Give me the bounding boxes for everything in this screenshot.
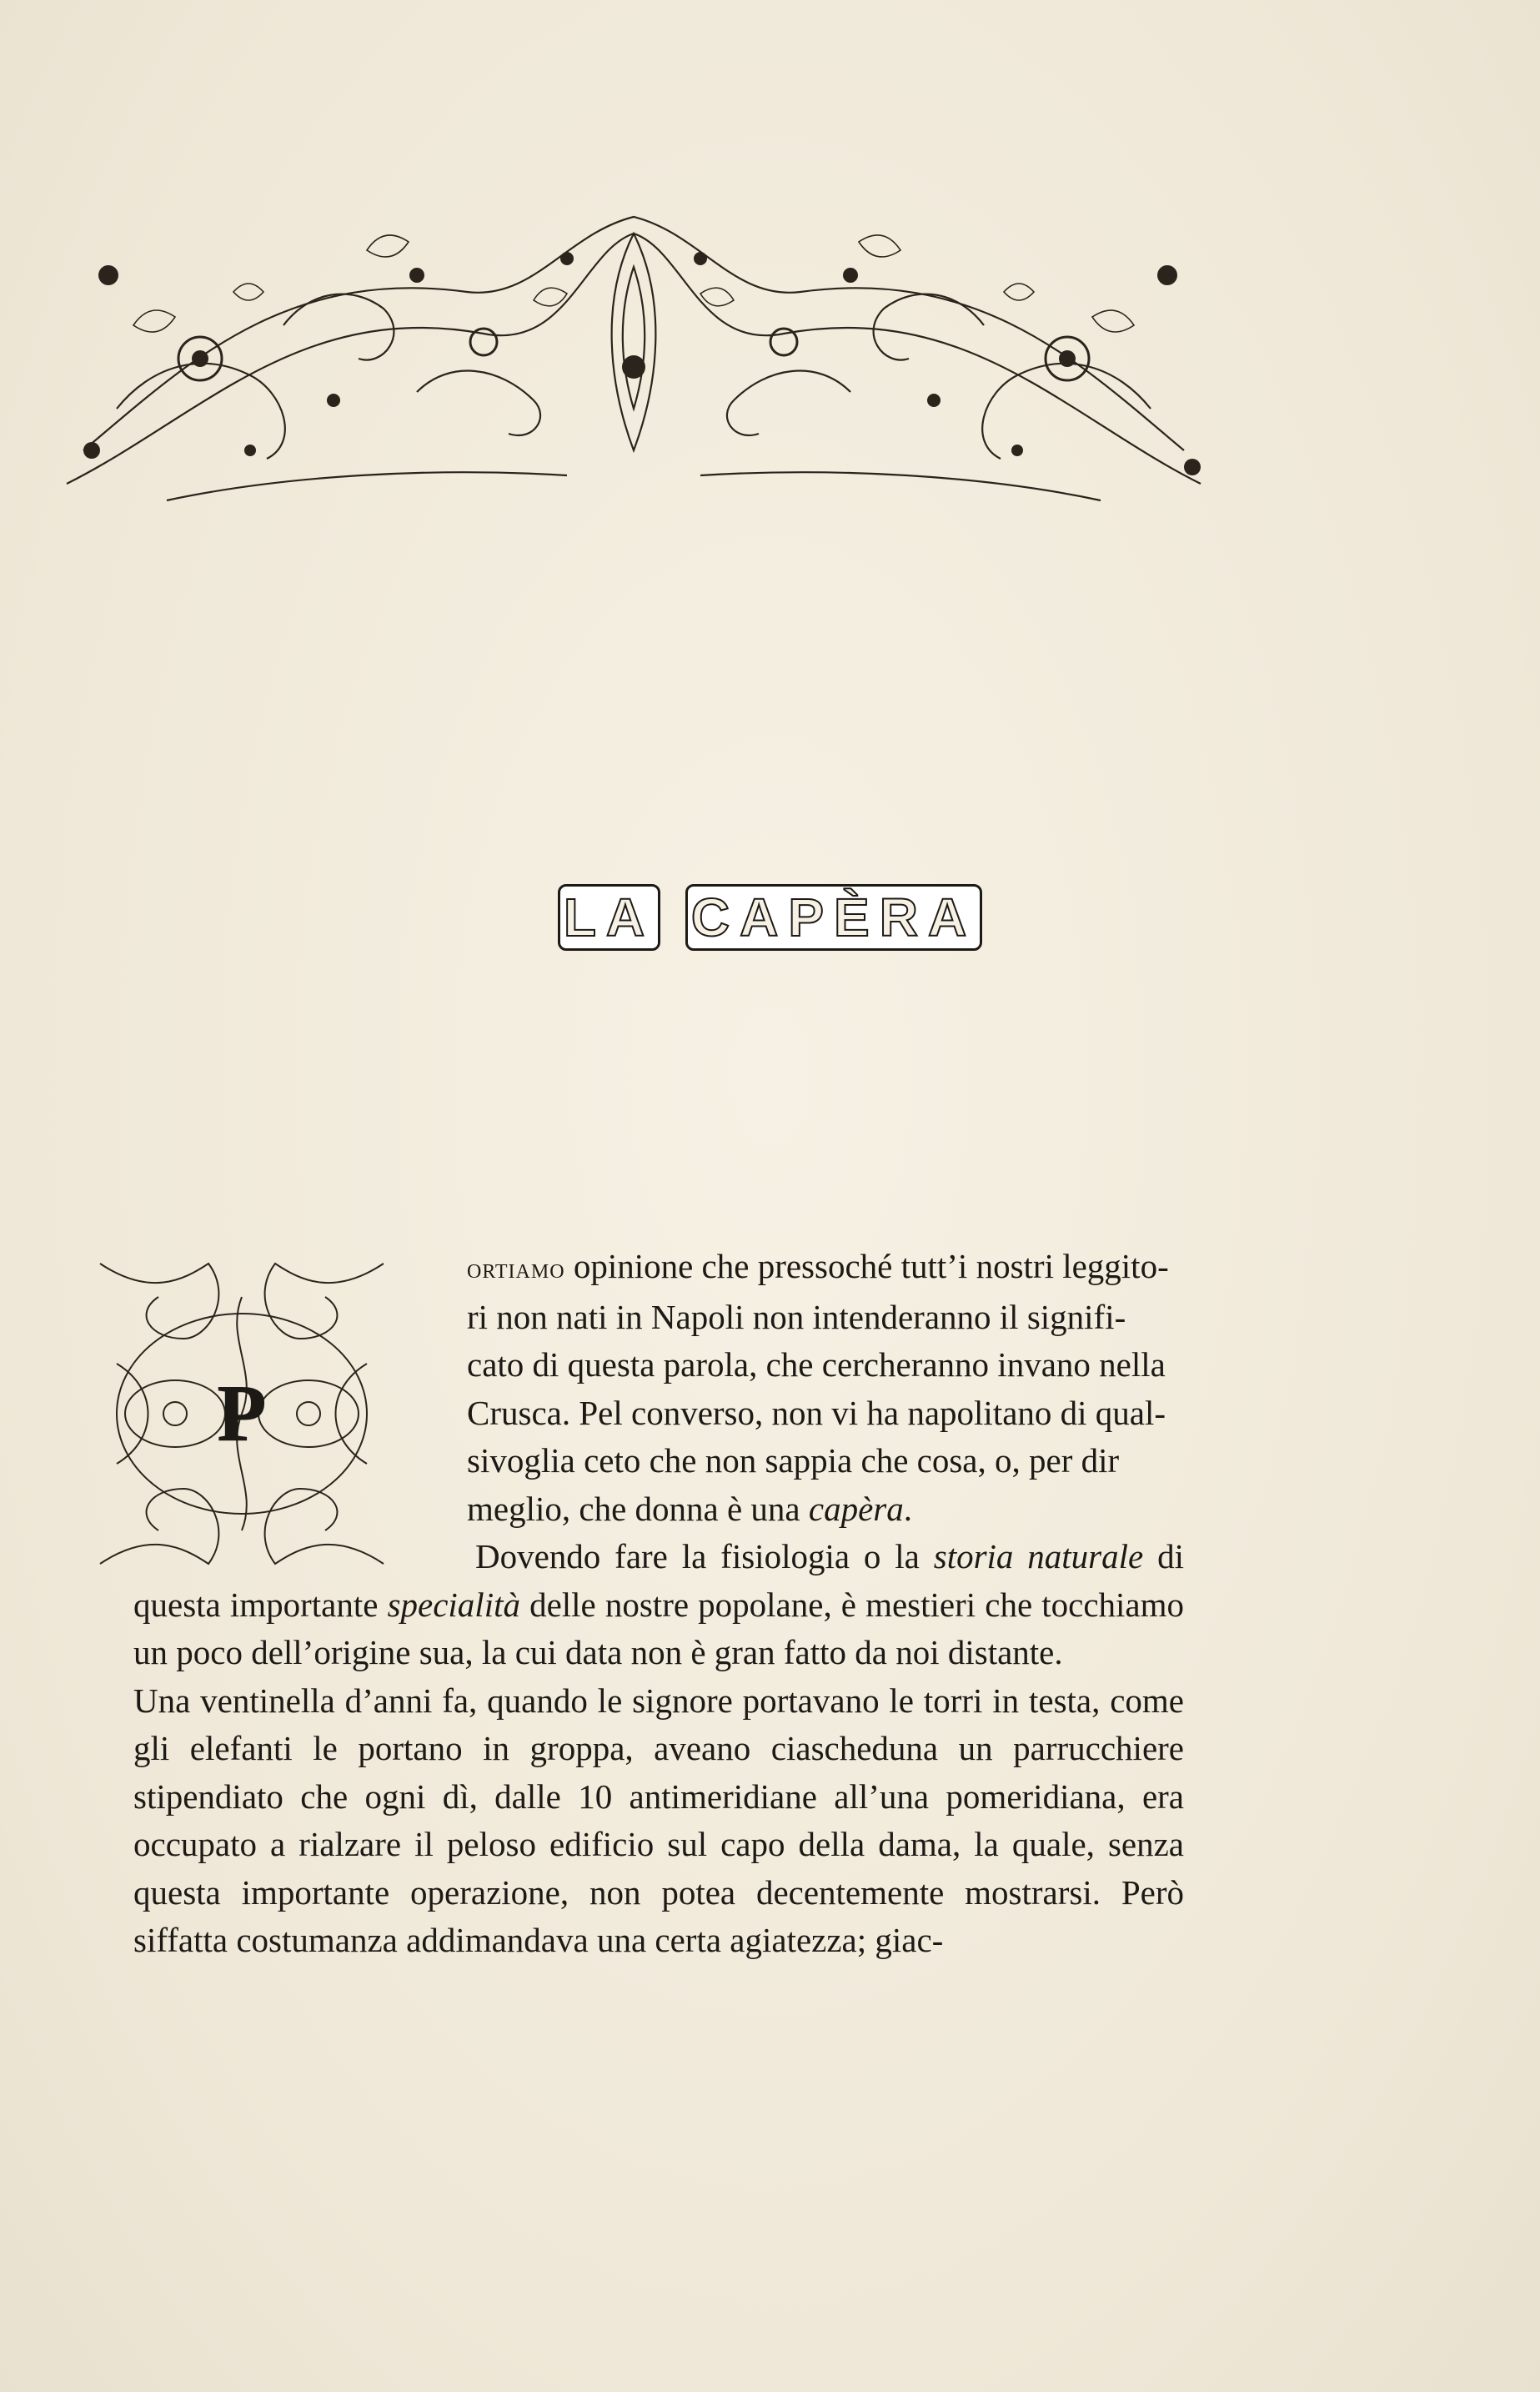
p1-line-3-row [467, 1341, 1184, 1389]
p1-line-4-row [467, 1389, 1184, 1438]
lead-word: ortiamo [467, 1254, 565, 1284]
title-word-2: CAPÈRA [685, 884, 982, 951]
p1-line-6-row [467, 1485, 1184, 1534]
p1-line-3: cato di questa parola, che cercheranno invano nella [467, 1345, 1166, 1384]
p1-line-5: sivoglia ceto che non sappia che cosa, o, per dir [467, 1441, 1120, 1480]
body-text [133, 1243, 1184, 1965]
page-title [0, 884, 1540, 951]
p2-mid: di questa importante [133, 1537, 1184, 1624]
paragraph-2 [133, 1533, 1184, 1677]
paragraph-3: Una ventinella d’anni fa, quando le signore portavano le torri in testa, come gli elefanti le portano in groppa, aveano ciascheduna un parrucchiere stipendiato che ogni dì, dalle 10 antimeridiane all’una pomeridiana, era occupato a rialzare il peloso edificio sul capo della dama, la quale, senza questa importante operazione, non potea decentemente mostrarsi. Però siffatta costumanza addimandava una certa agiatezza; giac- [133, 1681, 1184, 1959]
p2-italic-2: specialità [387, 1585, 520, 1624]
p2-italic-1: storia naturale [933, 1537, 1144, 1575]
p2-rest: delle nostre popolane, è mestieri che tocchiamo un poco dell’origine sua, la cui data non è gran fatto da noi distante. [133, 1585, 1185, 1671]
dropcap-letter: P [217, 1369, 267, 1458]
paragraph-1-opening [467, 1243, 1184, 1294]
title-word-1: LA [558, 884, 660, 951]
p2-start: Dovendo fare la fisiologia o la [475, 1537, 934, 1575]
p1-end: . [903, 1489, 912, 1528]
p1-line-4: Crusca. Pel converso, non vi ha napolitano di qual- [467, 1393, 1166, 1432]
p1-line-2-row [467, 1294, 1184, 1342]
p1-line-2: ri non nati in Napoli non intenderanno il signifi- [467, 1297, 1126, 1336]
p1-line-1: opinione che pressoché tutt’i nostri leggito- [573, 1247, 1169, 1285]
p1-line-6: meglio, che donna è una [467, 1489, 809, 1528]
floral-header-ornament [33, 200, 1234, 517]
p1-line-5-row [467, 1437, 1184, 1485]
p1-italic-word: capèra [808, 1489, 904, 1528]
